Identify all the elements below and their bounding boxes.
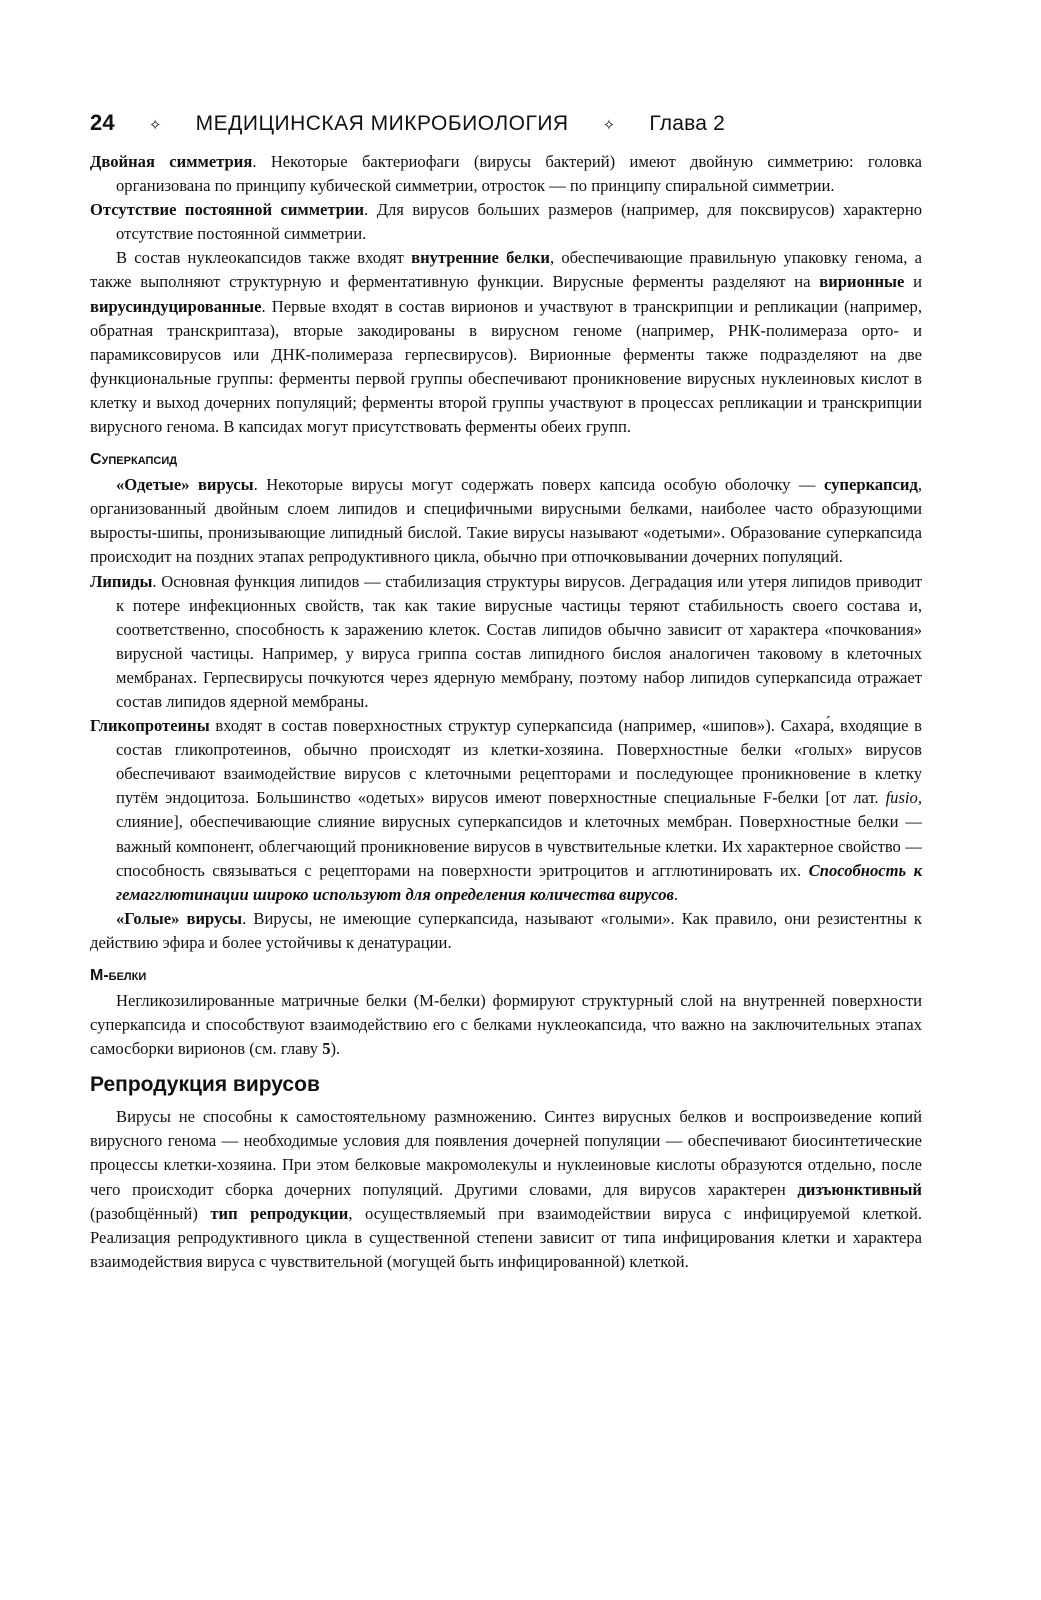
term: Двойная симметрия xyxy=(90,152,253,171)
paragraph-double-symmetry: Двойная симметрия. Некоторые бактериофаги (вирусы бактерий) имеют двойную симметрию: головка организована по принципу кубической симметрии, отросток — по принципу спиральной симметрии. xyxy=(90,152,922,196)
chapter-label: Глава 2 xyxy=(649,112,726,135)
paragraph-glycoproteins: Гликопротеины входят в состав поверхностных структур суперкапсида (например, «шипов»). Сахара́, входящие в состав гликопротеинов, обычно происходят из клетки-хозяина. Поверхностные белки «голых» вирусов обеспечивают взаимодействие вирусов с клеточными рецепторами и последующее проникновение в клетку путём эндоцитоза. Большинство «одетых» вирусов имеют поверхностные специальные F-белки [от лат. fusio, слияние], обеспечивающие слияние вирусных суперкапсидов и клеточных мембран. Поверхностные белки — важный компонент, облегчающий проникновение вирусов в чувствительные клетки. Их характерное свойство — способность связываться с рецепторами на поверхности эритроцитов и агглютинировать их. Способность к гемагглютинации широко используют для определения количества вирусов. xyxy=(90,716,923,904)
paragraph-reproduction: Вирусы не способны к самостоятельному размножению. Синтез вирусных белков и воспроизведение копий вирусного генома — необходимые условия для появления дочерней популяции — обеспечивают биосинтетические процессы клетки-хозяина. При этом белковые макромолекулы и нуклеиновые кислоты образуются отдельно, после чего происходит сборка дочерних популяций. Другими словами, для вирусов характерен дизъюнктивный (разобщённый) тип репродукции, осуществляемый при взаимодействии вируса с инфицируемой клеткой. Реализация репродуктивного цикла в существенной степени зависит от типа инфицирования клетки и характера взаимодействия вируса с чувствительной (могущей быть инфицированной) клеткой. xyxy=(90,1107,922,1271)
term: Липиды xyxy=(90,571,153,591)
term: «Голые» вирусы xyxy=(116,908,243,928)
page-number: 24 xyxy=(90,110,115,135)
term: Отсутствие постоянной симметрии xyxy=(90,200,365,220)
page xyxy=(90,110,922,1274)
running-header xyxy=(90,110,922,136)
diamond-icon: ✧ xyxy=(148,117,162,134)
paragraph-naked-viruses: «Голые» вирусы. Вирусы, не имеющие суперкапсида, называют «голыми». Как правило, они резистентны к действию эфира и более устойчивы к денатурации. xyxy=(90,908,922,952)
paragraph-m-proteins: Негликозилированные матричные белки (М-белки) формируют структурный слой на внутренней поверхности суперкапсида и способствуют взаимодействию его с белками нуклеокапсида, что важно на заключительных этапах самосборки вирионов (см. главу 5). xyxy=(90,991,922,1059)
paragraph-internal-proteins: В состав нуклеокапсидов также входят внутренние белки, обеспечивающие правильную упаковку генома, а также выполняют структурную и ферментативную функции. Вирусные ферменты разделяют на вирионные и вирусиндуцированные. Первые входят в состав вирионов и участвуют в транскрипции и репликации (например, обратная транскриптаза), вторые закодированы в вирусном геноме (например, РНК-полимераза орто- и парамиксовирусов или ДНК-полимераза герпесвирусов). Вирионные ферменты также подразделяют на две функциональные группы: ферменты первой группы обеспечивают проникновение вирусных нуклеиновых кислот в клетку и выход дочерних популяций; ферменты второй группы участвуют в процессах репликации и транскрипции вирусного генома. В капсидах могут присутствовать ферменты обеих групп. xyxy=(90,248,923,437)
diamond-icon: ✧ xyxy=(602,117,616,134)
paragraph-lipids: Липиды. Основная функция липидов — стабилизация структуры вирусов. Деградация или утеря липидов приводит к потере инфекционных свойств, так как такие вирусные частицы теряют стабильность своего состава и, соответственно, способность к заражению клеток. Состав липидов обычно зависит от характера «почкования» вирусной частицы. Например, у вируса гриппа состав липидного бислоя аналогичен таковому в клеточных мембранах. Герпесвирусы почкуются через ядерную мембрану, поэтому набор липидов суперкапсида отражает состав липидов ядерной мембраны. xyxy=(90,571,922,711)
paragraph-no-symmetry: Отсутствие постоянной симметрии. Для вирусов больших размеров (например, для поксвирусов) характерно отсутствие постоянной симметрии. xyxy=(90,200,923,244)
subheading-supercapsid: Суперкапсид xyxy=(90,451,178,469)
section-title: Репродукция вирусов xyxy=(90,1073,320,1097)
paragraph-enveloped-viruses: «Одетые» вирусы. Некоторые вирусы могут содержать поверх капсида особую оболочку — суперкапсид, организованный двойным слоем липидов и специфичными вирусными белками, наиболее часто образующими выросты-шипы, пронизывающие липидный бислой. Такие вирусы называют «одетыми». Образование суперкапсида происходит на поздних этапах репродуктивного цикла, обычно при отпочковывании дочерних популяций. xyxy=(90,475,922,567)
subheading-m-proteins: М-белки xyxy=(90,967,147,984)
book-title: МЕДИЦИНСКАЯ МИКРОБИОЛОГИЯ xyxy=(195,112,569,135)
term: Гликопротеины xyxy=(90,716,210,736)
